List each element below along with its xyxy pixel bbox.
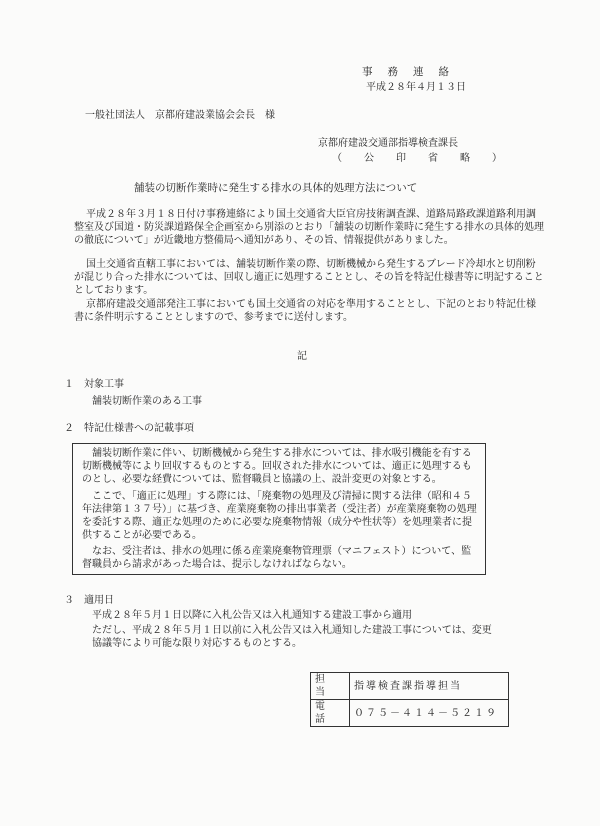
contact-row bbox=[311, 700, 509, 727]
contact-row bbox=[311, 673, 509, 700]
body-paragraph: 国土交通省直轄工事においては、舗装切断作業の際、切断機械から発生するブレード冷却水と切削粉が混じり合った排水については、回収し適正に処理することとし、その旨を特記仕様書等に明記することとしております。 bbox=[74, 259, 544, 296]
issue-date: 平成２８年４月１３日 bbox=[366, 82, 466, 93]
body-paragraph: 京都府建設交通部発注工事においても国土交通省の対応を準用することとし、下記のとおり特記仕様書に条件明示することとしますので、参考までに送付します。 bbox=[74, 299, 536, 323]
contact-label: 担当 bbox=[311, 673, 350, 700]
box-paragraph: ここで、「適正に処理」する際には、「廃棄物の処理及び清掃に関する法律（昭和４５年法律第１３７号）」に基づき、産業廃棄物の排出事業者（受注者）が産業廃棄物の処理を委託する際、適正な処理のために必要な廃棄物情報（成分や性状等）を処理業者に提供することが必要である。 bbox=[82, 491, 477, 541]
contact-table bbox=[310, 672, 509, 727]
section-text: 舗装切断作業のある工事 bbox=[92, 396, 202, 407]
section-text: ただし、平成２８年５月１日以前に入札公告又は入札通知した建設工事については、変更協議等により可能な限り対応するものとする。 bbox=[92, 625, 492, 649]
contact-label: 電話 bbox=[311, 700, 350, 727]
sender-name: 京都府建設交通部指導検査課長 bbox=[318, 138, 458, 149]
contact-value: ０７５－４１４－５２１９ bbox=[350, 700, 509, 727]
recipient: 一般社団法人 京都府建設業協会会長 様 bbox=[85, 110, 275, 121]
seal-note: （ 公 印 省 略 ） bbox=[332, 153, 508, 164]
document-subject: 舗装の切断作業時に発生する排水の具体的処理方法について bbox=[134, 182, 418, 194]
ki-heading: 記 bbox=[297, 351, 307, 362]
section-heading: ３ 適用日 bbox=[64, 595, 114, 606]
section-text: 平成２８年５月１日以降に入札公告又は入札通知する建設工事から適用 bbox=[92, 610, 412, 621]
contact-value: 指導検査課指導担当 bbox=[350, 673, 509, 700]
body-paragraph: 平成２８年３月１８日付け事務連絡により国土交通省大臣官房技術調査課、道路局路政課道路利用調整室及び国道・防災課道路保全企画室から別添のとおり「舗装の切断作業時に発生する排水の具体的処理の徹底について」が近畿地方整備局へ通知があり、その旨、情報提供がありました。 bbox=[74, 209, 544, 246]
letter-type: 事務連絡 bbox=[362, 66, 464, 78]
section-heading: １ 対象工事 bbox=[64, 379, 124, 390]
section-heading: ２ 特記仕様書への記載事項 bbox=[64, 423, 194, 434]
box-paragraph: 舗装切断作業に伴い、切断機械から発生する排水については、排水吸引機能を有する切断機械等により回収するものとする。回収された排水については、適正に処理するものとし、必要な経費については、監督職員と協議の上、設計変更の対象とする。 bbox=[82, 448, 472, 485]
box-paragraph: なお、受注者は、排水の処理に係る産業廃棄物管理票（マニフェスト）について、監督職員から請求があった場合は、提示しなければならない。 bbox=[82, 546, 472, 570]
